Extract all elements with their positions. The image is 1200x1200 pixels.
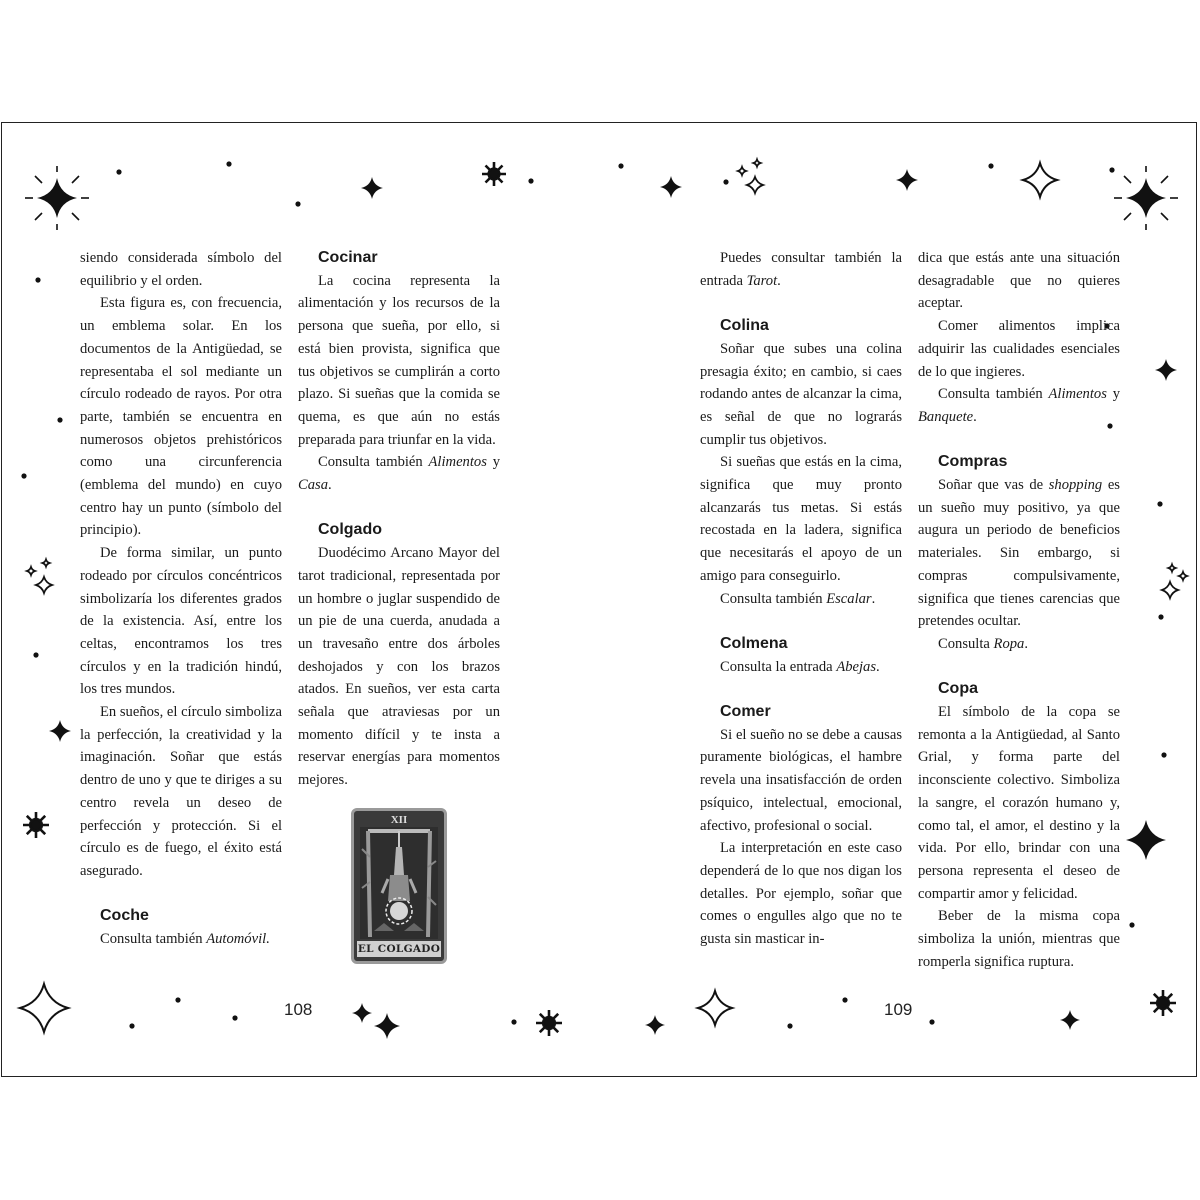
right-column-1 [700, 247, 902, 951]
tarot-card-image [351, 808, 447, 964]
dot-icon [723, 179, 728, 184]
dot-icon [175, 997, 180, 1002]
paragraph: Esta figura es, con frecuencia, un emblema solar. En los documentos de la Antigüedad, se representaba el sol mediante un círculo rodeado de rayos. Por otra parte, también se encuentra en numerosos objetos prehistóricos como una circunferencia (emblema del mundo) en cuyo centro hay un punto (símbolo del principio). [80, 295, 282, 539]
paragraph: De forma similar, un punto rodeado por círculos concéntricos simbolizaría los diferentes grados de la existencia. Así, entre los celtas, encontramos los tres círculos y en la tradición hindú, los tres mundos. [80, 545, 282, 698]
dot-icon [1129, 922, 1134, 927]
paragraph: Soñar que vas de shopping es un sueño muy positivo, ya que augura un periodo de beneficios materiales. Sin embargo, si compras compulsivamente, significa que tienes carencias que pretendes ocultar. [918, 477, 1120, 630]
hanged-man-illustration [360, 827, 438, 939]
dot-icon [929, 1019, 934, 1024]
cross-reference: Consulta también Escalar. [720, 590, 876, 607]
page-number-right: 109 [884, 1000, 913, 1019]
paragraph: dica que estás ante una situación desagradable que no quieres aceptar. [918, 250, 1120, 312]
four-point-star-icon [352, 1003, 372, 1023]
entry-title-cocinar: Cocinar [318, 249, 378, 266]
dot-icon [21, 473, 26, 478]
dot-icon [1109, 167, 1114, 172]
four-point-star-icon [1126, 820, 1166, 860]
four-point-star-icon [361, 177, 383, 199]
entry-title-compras: Compras [938, 453, 1008, 471]
paragraph: La cocina representa la alimentación y los recursos de la persona que sueña, por ello, si está bien provista, significa que tus objetivos se cumplirán a corto plazo. Si sueñas que la comida se quema, es que aún no estás preparada para triunfar en la vida. [298, 272, 500, 448]
entry-title-colina: Colina [720, 317, 769, 335]
entry-title-colmena: Colmena [720, 634, 788, 652]
paragraph: Si sueñas que estás en la cima, significa que muy pronto alcanzarás tus metas. Si estás recostada en la ladera, significa que necesitarás el apoyo de un amigo para conseguirlo. [700, 454, 902, 584]
four-point-star-icon [645, 1015, 665, 1035]
outline-star-icon [698, 991, 732, 1025]
diamond-cluster-icon [738, 160, 763, 194]
entry-title-comer: Comer [720, 703, 771, 721]
dot-icon [1161, 752, 1166, 757]
four-point-star-icon [896, 169, 918, 191]
asterisk-burst-icon [482, 162, 506, 186]
four-point-star-icon [660, 176, 682, 198]
dot-icon [618, 163, 623, 168]
dot-icon [842, 997, 847, 1002]
dot-icon [1157, 501, 1162, 506]
card-number: XII [390, 814, 408, 826]
sparkle-burst-icon [25, 166, 89, 230]
paragraph: Comer alimentos implica adquirir las cualidades esenciales de lo que ingieres. [918, 318, 1120, 380]
sparkle-burst-icon [1114, 166, 1178, 230]
dot-icon [116, 169, 121, 174]
dot-icon [226, 161, 231, 166]
cross-reference: Consulta también Automóvil. [100, 931, 270, 948]
dot-icon [232, 1015, 237, 1020]
asterisk-burst-icon [23, 812, 49, 838]
paragraph: En sueños, el círculo simboliza la perfección, la creatividad y la imaginación. Soñar que estás dentro de uno y que te diriges a su centro revela un deseo de perfección y protección. Si el círculo es de fuego, el éxito está asegurado. [80, 704, 282, 879]
asterisk-burst-icon [1150, 990, 1176, 1016]
dot-icon [511, 1019, 516, 1024]
cross-reference: Consulta también Alimentos y Banquete. [918, 386, 1120, 425]
outline-star-icon [20, 984, 68, 1032]
four-point-star-icon [49, 720, 71, 742]
dot-icon [988, 163, 993, 168]
dot-icon [787, 1023, 792, 1028]
cross-reference: Consulta la entrada Abejas. [720, 658, 880, 675]
paragraph: Si el sueño no se debe a causas puramente biológicas, el hambre revela una insatisfacción de orden psíquico, intelectual, emocional, afectivo, profesional o social. [700, 726, 902, 834]
left-column-1 [80, 247, 282, 951]
paragraph: Beber de la misma copa simboliza la unión, mientras que romperla significa ruptura. [918, 908, 1120, 970]
paragraph: siendo considerada símbolo del equilibrio y el orden. [80, 250, 282, 289]
cross-reference: Consulta Ropa. [938, 635, 1029, 652]
cross-reference: Consulta también Alimentos y Casa. [298, 454, 500, 494]
dot-icon [35, 277, 40, 282]
dot-icon [528, 178, 533, 183]
outline-star-icon [1023, 163, 1057, 197]
right-column-2 [918, 247, 1120, 973]
card-title: EL COLGADO [357, 943, 441, 955]
dot-icon [295, 201, 300, 206]
reference-link: Automóvil. [206, 931, 270, 948]
dot-icon [1158, 614, 1163, 619]
entry-title-coche: Coche [100, 907, 149, 925]
four-point-star-icon [374, 1013, 400, 1039]
four-point-star-icon [1060, 1010, 1080, 1030]
four-point-star-icon [1155, 359, 1177, 381]
asterisk-burst-icon [536, 1010, 562, 1036]
diamond-cluster-icon [1162, 565, 1187, 599]
dot-icon [129, 1023, 134, 1028]
paragraph: El símbolo de la copa se remonta a la Antigüedad, al Santo Grial, y forma parte del inconsciente colectivo. Simboliza la sangre, el corazón humano y, como tal, el amor, el destino y la vida. Por ello, brindar con una persona representa el deseo de compartir amor y felicidad. [918, 704, 1120, 902]
page-number-left: 108 [284, 1000, 313, 1019]
diamond-cluster-icon [27, 560, 52, 594]
cross-reference: Puedes consultar también la entrada Tarot. [700, 250, 902, 289]
paragraph: Soñar que subes una colina presagia éxito; en cambio, si caes rodando antes de alcanzar la cima, es señal de que no lograrás cumplir tus objetivos. [700, 340, 902, 448]
dot-icon [33, 652, 38, 657]
paragraph: La interpretación en este caso dependerá de lo que nos digan los detalles. Por ejemplo, soñar que comes o engulles algo que no te gusta sin masticar in- [700, 840, 902, 948]
entry-title-colgado: Colgado [318, 521, 382, 539]
paragraph: Duodécimo Arcano Mayor del tarot tradicional, representada por un hombre o juglar suspendido de un pie de una cuerda, anudada a un travesaño entre dos árboles deshojados y con los brazos atados. En sueños, ver esta carta señala que atraviesas por un momento difícil y te insta a reservar energías para momentos mejores. [298, 545, 500, 789]
dot-icon [57, 417, 62, 422]
left-column-2 [298, 247, 500, 792]
entry-title-copa: Copa [938, 680, 978, 698]
